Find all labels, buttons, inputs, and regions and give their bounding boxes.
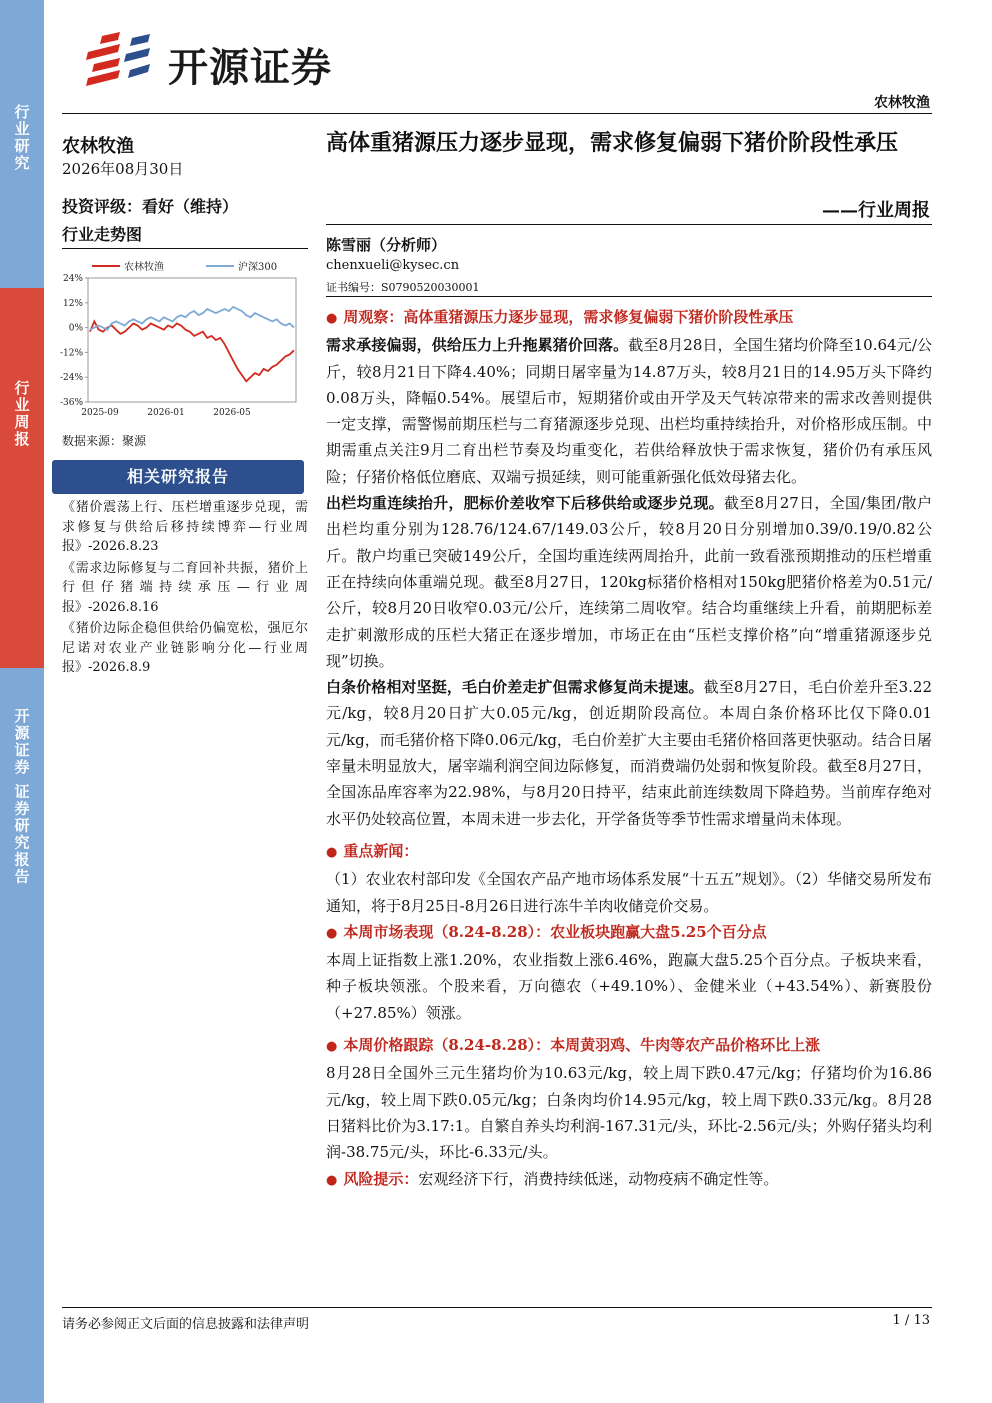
report-date: 2026年08月30日 xyxy=(62,160,184,178)
trend-divider xyxy=(62,248,308,249)
side-label-mid: 行业周报 xyxy=(12,380,31,448)
related-report-link[interactable]: 《需求边际修复与二育回补共振，猪价上行但仔猪端持续承压—行业周报》-2026.8.16 xyxy=(62,560,308,615)
industry-trend-chart xyxy=(56,254,308,432)
trend-chart-title: 行业走势图 xyxy=(62,225,143,244)
risk-heading: ● 风险提示： xyxy=(326,1170,418,1188)
page-number: 1 / 13 xyxy=(892,1313,930,1328)
key-news-heading: ● 重点新闻： xyxy=(326,838,932,866)
side-bar-securities-report xyxy=(0,668,44,1403)
logo-wordmark: 开源证券 xyxy=(168,45,332,91)
price-tracking-heading: ● 本周价格跟踪（8.24-8.28）：本周黄羽鸡、牛肉等农产品价格环比上涨 xyxy=(326,1032,932,1060)
paragraph-lead: 需求承接偏弱，供给压力上升拖累猪价回落。 xyxy=(326,336,629,355)
analyst-name: 陈雪丽（分析师） xyxy=(326,236,447,254)
weekly-observation-heading: ● 周观察：高体重猪源压力逐步显现，需求修复偏弱下猪价阶段性承压 xyxy=(326,304,932,332)
sector-tag: 农林牧渔 xyxy=(874,95,930,111)
side-bar-weekly-report xyxy=(0,288,44,668)
legend-label: 沪深300 xyxy=(238,262,278,273)
price-tracking-text: 8月28日全国外三元生猪均价为10.63元/kg，较上周下跌0.47元/kg；仔猪均价为16.86元/kg，较上周下跌0.05元/kg；白条肉均价14.95元/kg，较上周下跌0.33元/kg。8月28日猪料比价为3.17:1。自繁自养头均利润-167.31元/头，环比-2.56元/头；外购仔猪头均利润-38.75元/头，环比-6.33元/头。 xyxy=(326,1064,932,1162)
disclaimer-note: 请务必参阅正文后面的信息披露和法律声明 xyxy=(62,1317,310,1332)
y-tick-label: 24% xyxy=(62,274,83,284)
x-tick-label: 2026-01 xyxy=(147,408,185,418)
analyst-email[interactable]: chenxueli@kysec.cn xyxy=(326,258,460,273)
side-bar-industry-research xyxy=(0,0,44,288)
paragraph-lead: 出栏均重连续抬升，肥标价差收窄下后移供给或逐步兑现。 xyxy=(326,494,724,513)
market-performance-heading: ● 本周市场表现（8.24-8.28）：农业板块跑赢大盘5.25个百分点 xyxy=(326,919,932,947)
market-performance-text: 本周上证指数上涨1.20%，农业指数上涨6.46%，跑赢大盘5.25个百分点。子板块来看，种子板块领涨。个股来看，万向德农（+49.10%）、金健米业（+43.54%）、新赛股份（+27.85%）领涨。 xyxy=(326,951,932,1022)
risk-text: 宏观经济下行，消费持续低迷，动物疫病不确定性等。 xyxy=(418,1169,779,1188)
risk-paragraph xyxy=(326,1166,932,1194)
analyst-divider xyxy=(326,296,932,297)
y-tick-label: 12% xyxy=(62,298,83,309)
paragraph-text: 截至8月27日，全国/集团/散户出栏均重分别为128.76/124.67/149.03公斤，较8月20日分别增加0.39/0.19/0.82公斤。散户均重已突破149公斤，全国均重连续两周抬升，此前一致看涨预期推动的压栏增重正在持续向体重端兑现。截至8月27日，120kg标猪价格相对150kg肥猪价格差为0.51元/公斤，较8月20日收窄0.03元/公斤，连续第二周收窄。结合均重继续上升看，前期肥标差走扩刺激形成的压栏大猪正在逐步增加，市场正在由“压栏支撑价格”向“增重猪源逐步兑现”切换。 xyxy=(326,494,932,670)
legend-label: 农林牧渔 xyxy=(124,262,164,273)
body-paragraph xyxy=(326,490,932,674)
body-paragraph xyxy=(326,674,932,832)
paragraph-lead: 白条价格相对坚挺，毛白价差走扩但需求修复尚未提速。 xyxy=(326,678,704,697)
series-line-agri xyxy=(90,321,294,381)
report-subtitle: ——行业周报 xyxy=(822,200,930,221)
report-body xyxy=(326,304,932,1194)
y-tick-label: -12% xyxy=(59,348,83,359)
x-tick-label: 2026-05 xyxy=(213,408,251,418)
analyst-cert: 证书编号：S0790520030001 xyxy=(326,281,480,294)
title-divider xyxy=(326,224,932,225)
investment-rating: 投资评级：看好（维持） xyxy=(62,197,239,216)
sector-name: 农林牧渔 xyxy=(62,136,134,157)
chart-frame xyxy=(88,278,296,402)
report-title: 高体重猪源压力逐步显现，需求修复偏弱下猪价阶段性承压 xyxy=(326,130,899,156)
related-report-link[interactable]: 《猪价边际企稳但供给仍偏宽松，强厄尔尼诺对农业产业链影响分化—行业周报》-2026.8.9 xyxy=(62,621,308,675)
body-paragraph xyxy=(326,332,932,490)
paragraph-text: 截至8月28日，全国生猪均价降至10.64元/公斤，较8月21日下降4.40%；同期日屠宰量为14.87万头，较8月21日的14.95万头下降约0.08万头，降幅0.54%。展望后市，短期猪价或由开学及天气转凉带来的需求改善则提供一定支撑，需警惕前期压栏与二育猪源逐步兑现、出栏均重持续抬升，对价格形成压制。中期需重点关注9月二育出栏节奏及均重变化，若供给释放快于需求恢复，猪价仍有承压风险；仔猪价格低位磨底、双端亏损延续，则可能重新强化低效母猪去化。 xyxy=(326,336,932,486)
paragraph-text: 截至8月27日，毛白价差升至3.22元/kg，较8月20日扩大0.05元/kg，创近期阶段高位。本周白条价格环比仅下降0.01元/kg，而毛猪价格下降0.06元/kg，毛白价差扩大主要由毛猪价格回落更快驱动。结合日屠宰量未明显放大，屠宰端利润空间边际修复，而消费端仍处弱和恢复阶段。截至8月27日，全国冻品库容率为22.98%，与8月20日持平，结束此前连续数周下降趋势。当前库存绝对水平仍处较高位置，本周未进一步去化，开学备货等季节性需求增量尚未体现。 xyxy=(326,678,932,828)
y-tick-label: 0% xyxy=(68,323,83,334)
series-line-csi300 xyxy=(90,307,294,330)
data-source: 数据来源：聚源 xyxy=(62,434,147,448)
side-label-bot: 开源证券 证券研究报告 xyxy=(12,708,31,886)
x-tick-label: 2025-09 xyxy=(81,408,119,418)
key-news-text: （1）农业农村部印发《全国农产品产地市场体系发展“十五五”规划》。（2）华储交易所发布通知，将于8月25日-8月26日进行冻牛羊肉收储竞价交易。 xyxy=(326,870,932,915)
related-reports-header: 相关研究报告 xyxy=(52,460,304,494)
side-label-top: 行业研究 xyxy=(12,104,31,172)
y-tick-label: -36% xyxy=(59,398,83,408)
header-divider xyxy=(62,113,932,114)
footer-divider xyxy=(62,1307,932,1308)
related-report-link[interactable]: 《猪价震荡上行、压栏增重逐步兑现，需求修复与供给后移持续博弈—行业周报》-2026.8.23 xyxy=(62,500,308,554)
related-reports-list xyxy=(62,498,308,680)
y-tick-label: -24% xyxy=(59,373,83,384)
